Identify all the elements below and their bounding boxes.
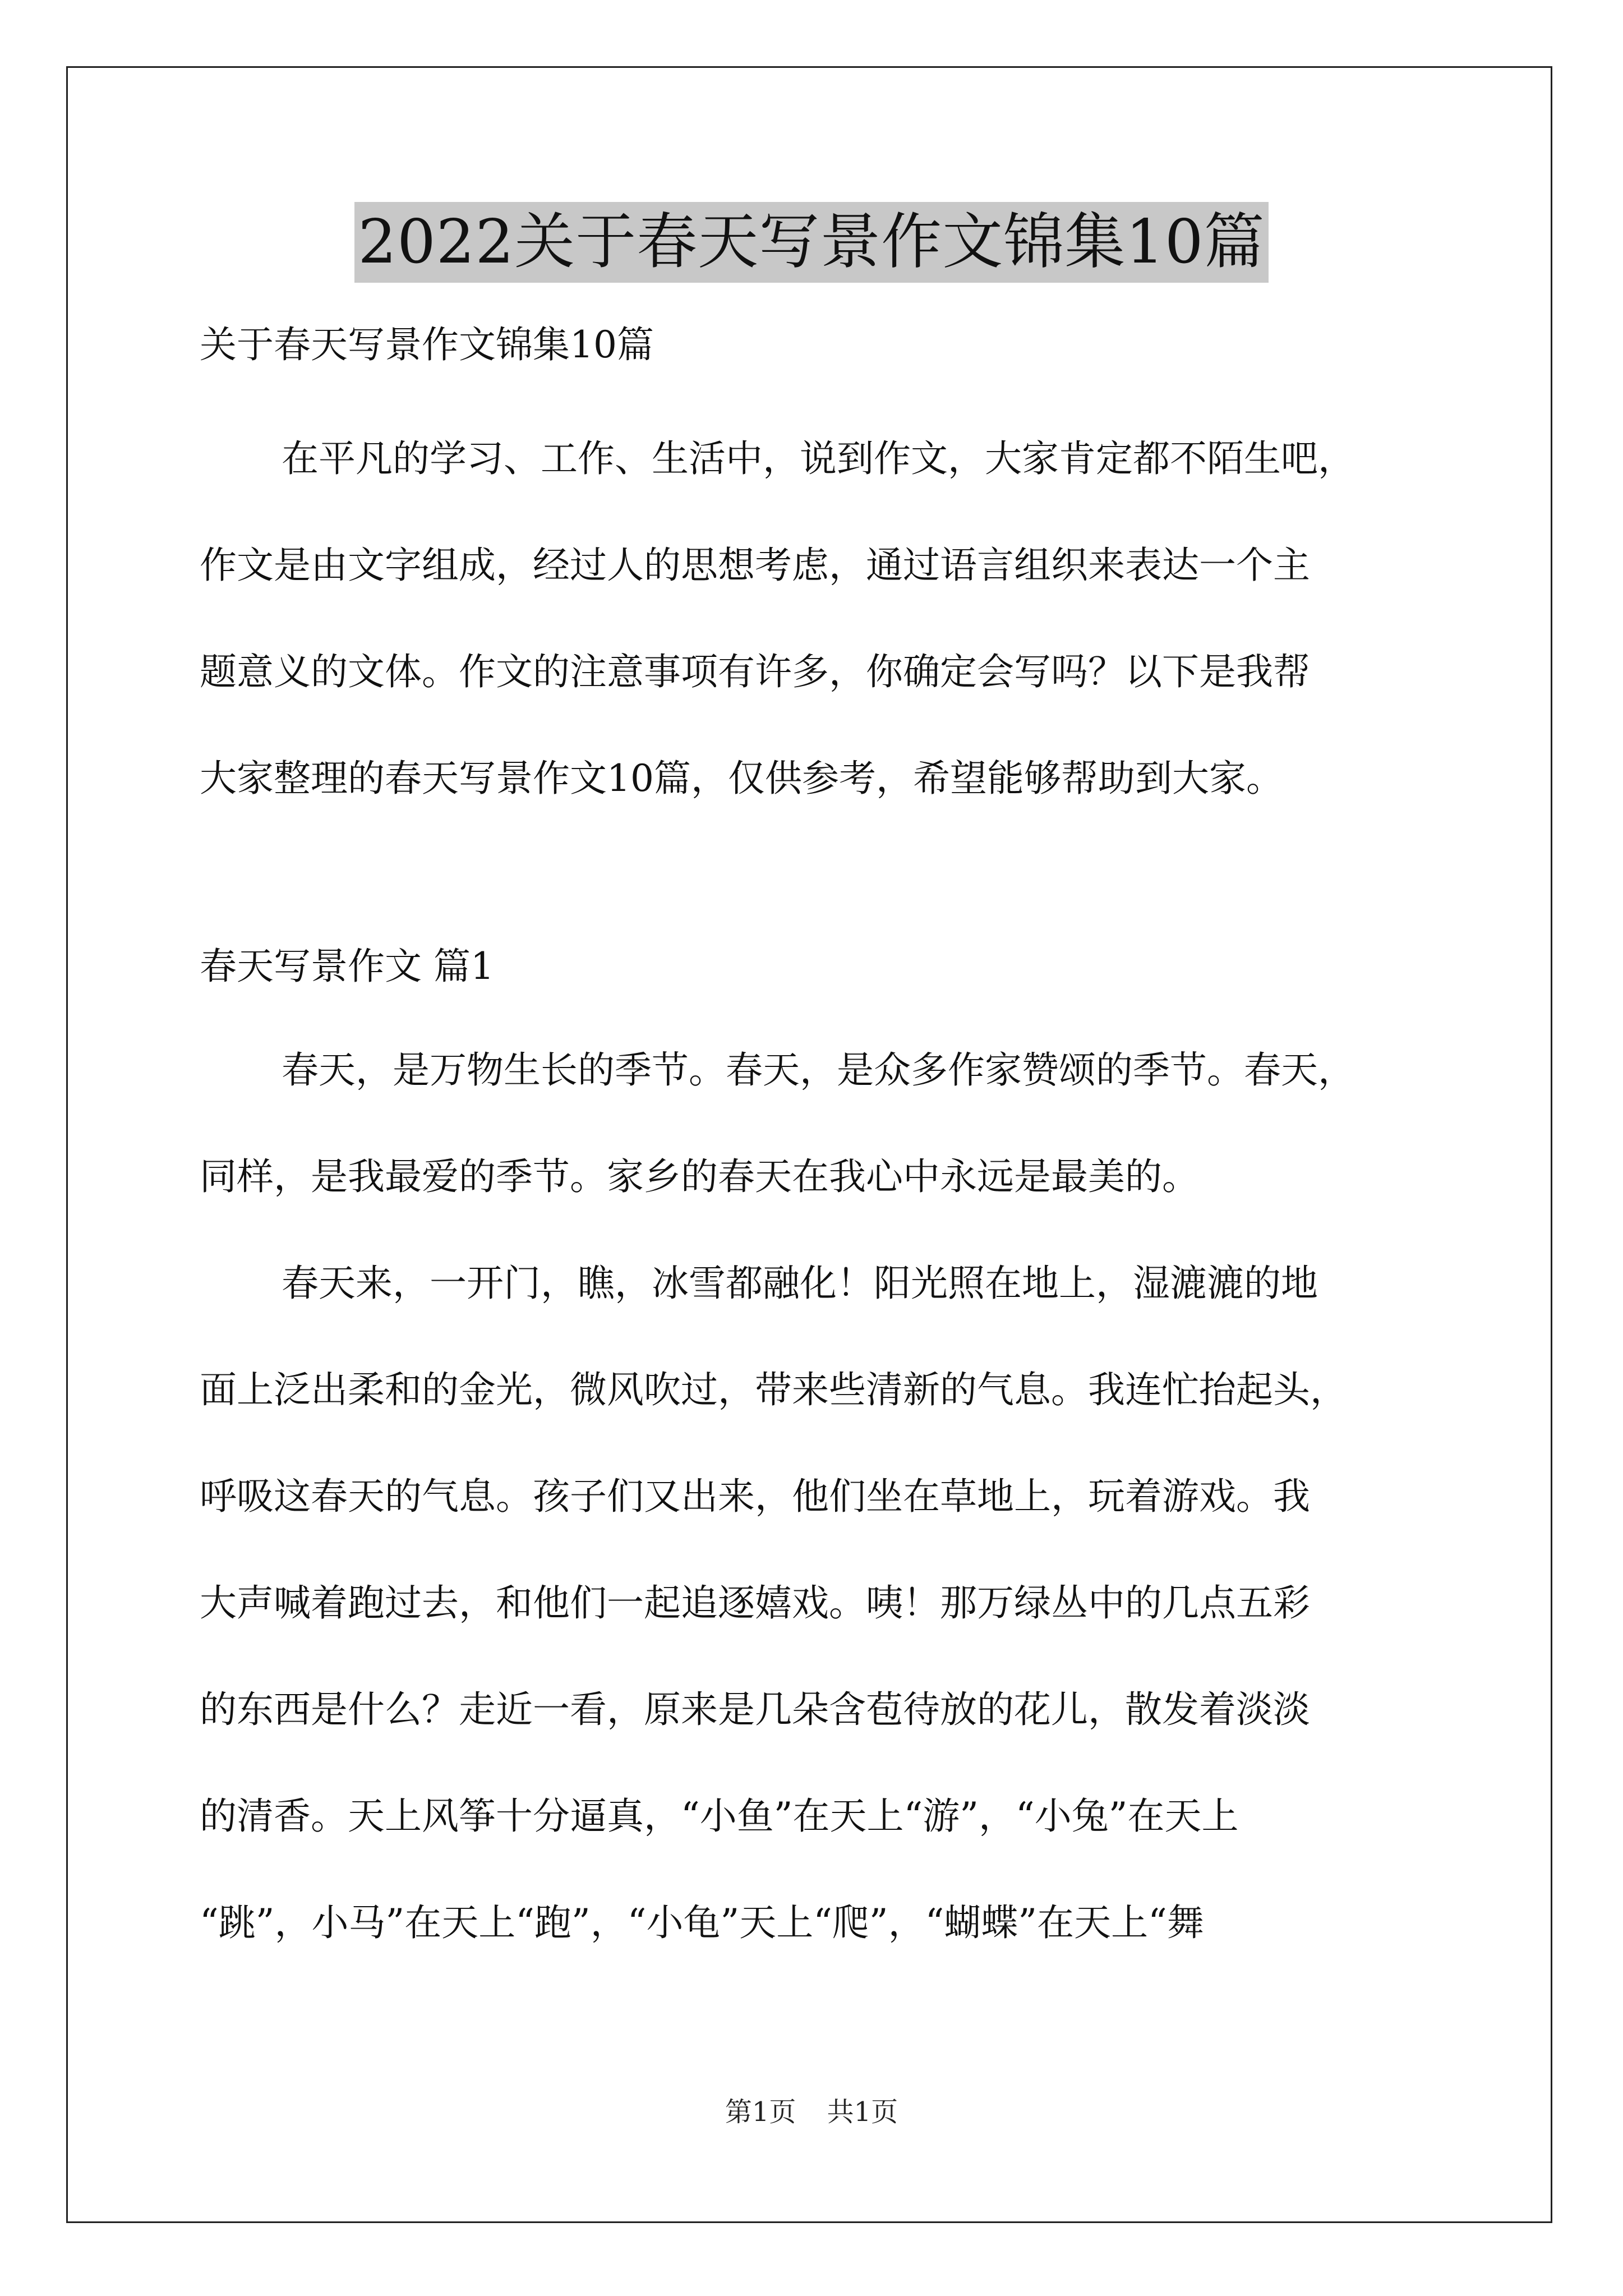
page-footer xyxy=(0,2095,1623,2129)
document-title: 2022关于春天写景作文锦集10篇 xyxy=(354,202,1268,283)
page-number: 第1页 xyxy=(725,2096,796,2128)
section-paragraph: 春天来，一开门，瞧，冰雪都融化！阳光照在地上，湿漉漉的地 面上泛出柔和的金光，微风吹过，带来些清新的气息。我连忙抬起头， 呼吸这春天的气息。孩子们又出来，他们坐在草地上，玩着游戏。我 大声喊着跑过去，和他们一起追逐嬉戏。咦！那万绿丛中的几点五彩 的东西是什么？走近一看，原来是几朵含苞待放的花儿，散发着淡淡 的清香。天上风筝十分逼真，“小鱼”在天上“游”，“小兔”在天上 “跳”，小马”在天上“跑”，“小龟”天上“爬”，“蝴蝶”在天上“舞 xyxy=(200,1262,1347,1944)
page-total: 共1页 xyxy=(827,2096,898,2128)
title-wrap xyxy=(0,202,1623,283)
intro-paragraph: 在平凡的学习、工作、生活中，说到作文，大家肯定都不陌生吧， 作文是由文字组成，经过人的思想考虑，通过语言组织来表达一个主 题意义的文体。作文的注意事项有许多，你确定会写吗？以下是我帮 大家整理的春天写景作文10篇，仅供参考，希望能够帮助到大家。 xyxy=(200,437,1355,800)
document-body xyxy=(200,317,1433,1976)
section-paragraph: 春天，是万物生长的季节。春天，是众多作家赞颂的季节。春天， 同样，是我最爱的季节。家乡的春天在我心中永远是最美的。 xyxy=(200,1048,1355,1198)
section-heading: 春天写景作文 篇1 xyxy=(200,945,494,988)
document-subtitle: 关于春天写景作文锦集10篇 xyxy=(200,323,654,366)
